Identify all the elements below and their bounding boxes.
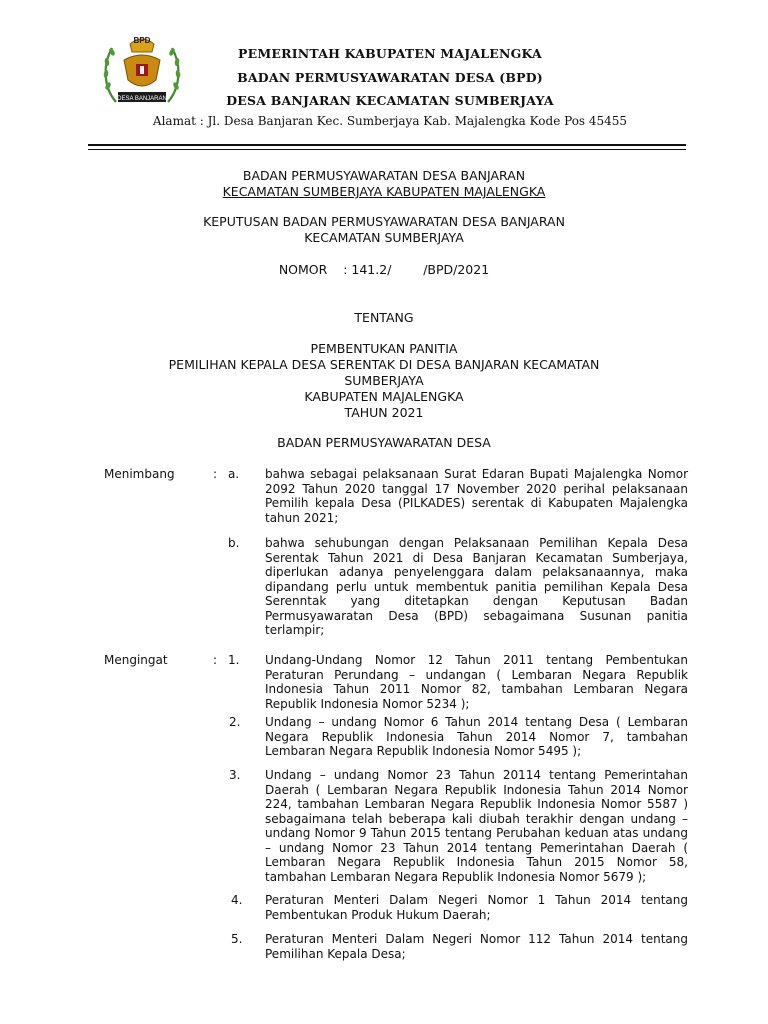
- mengingat-item-marker: 3.: [229, 768, 241, 782]
- subject-line5: TAHUN 2021: [344, 405, 424, 420]
- menimbang-item-text: bahwa sebagai pelaksanaan Surat Edaran Bupati Majalengka Nomor 2092 Tahun 2020 tanggal 17 November 2020 perihal pelaksanaan Pemilih kepala Desa (PILKADES) serentak di Kabupaten Majalengka tahun 2021;: [265, 467, 688, 525]
- menimbang-colon: :: [213, 467, 218, 481]
- mengingat-item-text: Undang – undang Nomor 23 Tahun 20114 tentang Pemerintahan Daerah ( Lembaran Negara Republik Indonesia Tahun 2014 Nomor 224, tambahan Lembaran Negara Republik Indonesia Nomor 5587 ) sebagaimana telah beberapa kali diubah terakhir dengan undang – undang Nomor 9 Tahun 2015 tentang Perubahan keduan atas undang – undang Nomor 23 Tahun 2014 tentang Pemerintahan Daerah ( Lembaran Negara Republik Indonesia Tahun 2015 Nomor 58, tambahan Lembaran Negara Republik Indonesia Nomor 5679 );: [265, 768, 688, 884]
- mengingat-colon: :: [213, 653, 218, 667]
- mengingat-item-marker: 5.: [231, 932, 243, 946]
- bpd-logo: [96, 30, 188, 112]
- decree-title-line1: KEPUTUSAN BADAN PERMUSYAWARATAN DESA BANJARAN: [203, 214, 565, 229]
- menimbang-item-marker: a.: [228, 467, 240, 481]
- mengingat-item-text: Peraturan Menteri Dalam Negeri Nomor 112 Tahun 2014 tentang Pemilihan Kepala Desa;: [265, 932, 688, 961]
- letterhead-village: DESA BANJARAN KECAMATAN SUMBERJAYA: [226, 93, 554, 108]
- subject-line2: PEMILIHAN KEPALA DESA SERENTAK DI DESA BANJARAN KECAMATAN: [168, 357, 600, 372]
- mengingat-item-marker: 4.: [231, 893, 243, 907]
- subject-line3: SUMBERJAYA: [344, 373, 424, 388]
- mengingat-item-text: Undang-Undang Nomor 12 Tahun 2011 tentang Pembentukan Peraturan Perundang – undangan ( Lembaran Negara Republik Indonesia Tahun 2011 Nomor 82, tambahan Lembaran Negara Republik Indonesia Nomor 5234 );: [265, 653, 688, 711]
- org-title-line2: KECAMATAN SUMBERJAYA KABUPATEN MAJALENGKA: [222, 184, 546, 199]
- letterhead-address: Alamat : Jl. Desa Banjaran Kec. Sumberjaya Kab. Majalengka Kode Pos 45455: [152, 114, 628, 128]
- letterhead-government: PEMERINTAH KABUPATEN MAJALENGKA: [238, 46, 542, 61]
- decree-number: NOMOR : 141.2/ /BPD/2021: [278, 262, 490, 277]
- decree-title-line2: KECAMATAN SUMBERJAYA: [304, 230, 464, 245]
- letterhead-divider: [88, 144, 686, 146]
- menimbang-item-marker: b.: [228, 536, 240, 550]
- mengingat-item-marker: 2.: [229, 715, 241, 729]
- about-label: TENTANG: [354, 310, 414, 325]
- mengingat-label: Mengingat: [104, 653, 168, 667]
- logo-text-top: BPD: [133, 36, 151, 45]
- logo-text-bottom: DESA BANJARAN: [117, 96, 167, 102]
- issuer-title: BADAN PERMUSYAWARATAN DESA: [277, 435, 491, 450]
- menimbang-item-text: bahwa sehubungan dengan Pelaksanaan Pemilihan Kepala Desa Serentak Tahun 2021 di Desa Banjaran Kecamatan Sumberjaya, diperlukan adanya penyelenggara dalam pelaksanaannya, maka dipandang perlu untuk membentuk panitia pemilihan Kepala Desa Serenntak yang ditetapkan dengan Keputusan Badan Permusyawaratan Desa (BPD) sebagaimana Susunan panitia terlampir;: [265, 536, 688, 637]
- mengingat-item-text: Undang – undang Nomor 6 Tahun 2014 tentang Desa ( Lembaran Negara Republik Indonesia Tahun 2014 Nomor 7, tambahan Lembaran Negara Republik Indonesia Nomor 5495 );: [265, 715, 688, 758]
- org-title-line1: BADAN PERMUSYAWARATAN DESA BANJARAN: [242, 168, 526, 183]
- letterhead-agency: BADAN PERMUSYAWARATAN DESA (BPD): [237, 70, 543, 85]
- subject-line1: PEMBENTUKAN PANITIA: [310, 341, 458, 356]
- mengingat-item-text: Peraturan Menteri Dalam Negeri Nomor 1 Tahun 2014 tentang Pembentukan Produk Hukum Daerah;: [265, 893, 688, 922]
- mengingat-item-marker: 1.: [228, 653, 240, 667]
- letterhead-divider-thin: [88, 149, 686, 150]
- subject-line4: KABUPATEN MAJALENGKA: [304, 389, 464, 404]
- menimbang-label: Menimbang: [104, 467, 175, 481]
